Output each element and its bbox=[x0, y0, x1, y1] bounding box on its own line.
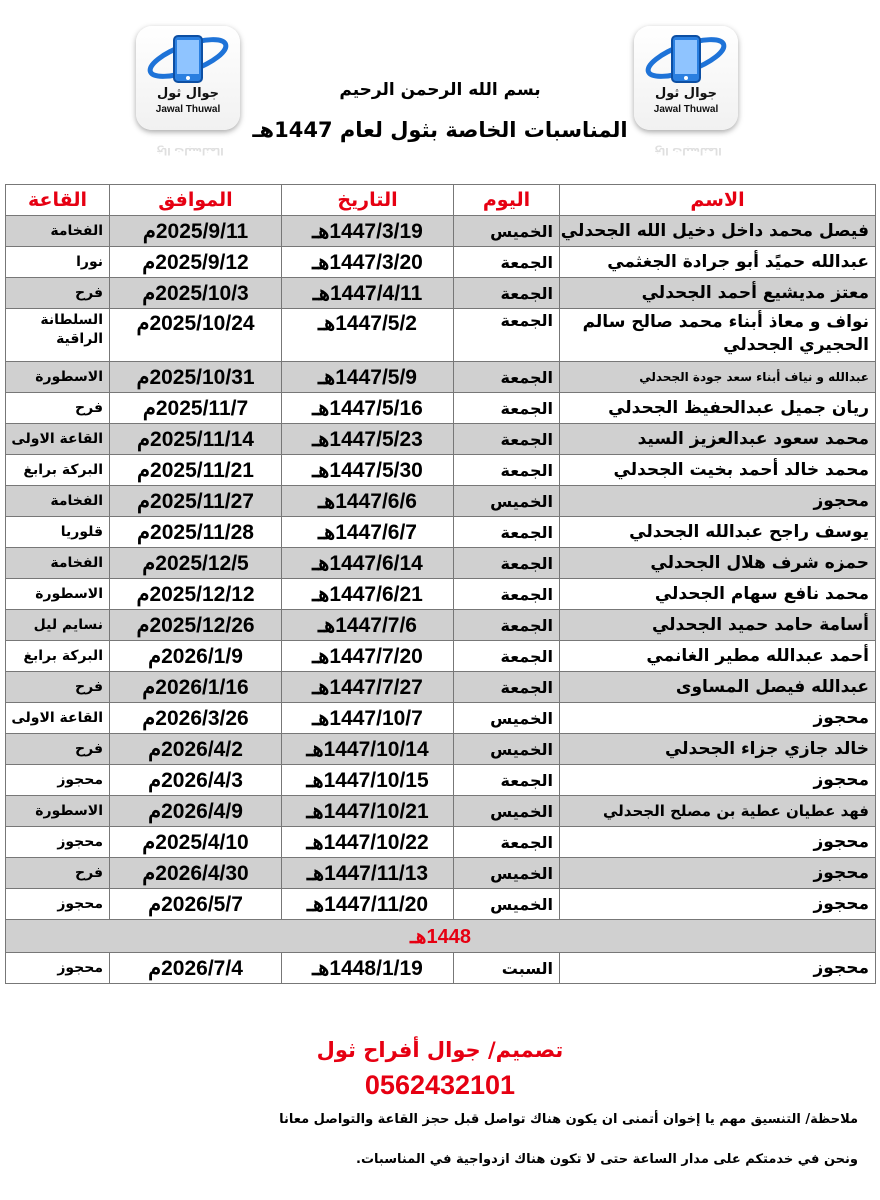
logo-arabic-text: جوال ثول bbox=[156, 86, 220, 101]
cell-gregorian: 2025/11/7م bbox=[110, 393, 282, 424]
cell-name: محجوز bbox=[560, 765, 876, 796]
cell-hijri: 1447/6/6هـ bbox=[282, 486, 454, 517]
cell-name: محمد نافع سهام الجحدلي bbox=[560, 579, 876, 610]
basmala: بسم الله الرحمن الرحيم bbox=[339, 80, 541, 100]
cell-gregorian: 2025/10/24م bbox=[110, 309, 282, 362]
cell-hijri: 1447/7/6هـ bbox=[282, 610, 454, 641]
cell-gregorian: 2025/12/12م bbox=[110, 579, 282, 610]
cell-gregorian: 2026/3/26م bbox=[110, 703, 282, 734]
cell-hijri: 1447/10/7هـ bbox=[282, 703, 454, 734]
cell-name: أحمد عبدالله مطير الغانمي bbox=[560, 641, 876, 672]
cell-gregorian: 2025/10/31م bbox=[110, 362, 282, 393]
cell-day: الجمعة bbox=[454, 424, 560, 455]
cell-gregorian: 2026/1/9م bbox=[110, 641, 282, 672]
cell-hall: فرح bbox=[6, 672, 110, 703]
table-row bbox=[6, 362, 876, 393]
table-row bbox=[6, 953, 876, 984]
table-row bbox=[6, 889, 876, 920]
cell-hijri: 1447/11/20هـ bbox=[282, 889, 454, 920]
cell-hijri: 1447/4/11هـ bbox=[282, 278, 454, 309]
phone-number: 0562432101 bbox=[364, 1070, 516, 1100]
cell-name: عبدالله و نياف أبناء سعد جودة الجحدلي bbox=[560, 362, 876, 393]
cell-hall: فرح bbox=[6, 858, 110, 889]
cell-day: الجمعة bbox=[454, 827, 560, 858]
cell-name: معتز مديشيع أحمد الجحدلي bbox=[560, 278, 876, 309]
table-row bbox=[6, 765, 876, 796]
cell-hall: السلطانة الراقية bbox=[6, 309, 110, 362]
cell-day: الجمعة bbox=[454, 672, 560, 703]
cell-hall: الاسطورة bbox=[6, 796, 110, 827]
cell-hijri: 1448/1/19هـ bbox=[282, 953, 454, 984]
cell-hall: نسايم ليل bbox=[6, 610, 110, 641]
cell-gregorian: 2026/4/3م bbox=[110, 765, 282, 796]
cell-day: الجمعة bbox=[454, 579, 560, 610]
cell-hijri: 1447/6/21هـ bbox=[282, 579, 454, 610]
cell-hijri: 1447/6/14هـ bbox=[282, 548, 454, 579]
cell-gregorian: 2025/12/26م bbox=[110, 610, 282, 641]
cell-day: الجمعة bbox=[454, 309, 560, 362]
cell-day: الجمعة bbox=[454, 362, 560, 393]
cell-name: عبدالله حميًد أبو جرادة الجغثمي bbox=[560, 247, 876, 278]
table-row bbox=[6, 796, 876, 827]
cell-name: حمزه شرف هلال الجحدلي bbox=[560, 548, 876, 579]
header-name: الاسم bbox=[560, 185, 876, 216]
cell-name: أسامة حامد حميد الجحدلي bbox=[560, 610, 876, 641]
cell-hall: محجوز bbox=[6, 827, 110, 858]
cell-gregorian: 2026/7/4م bbox=[110, 953, 282, 984]
header-hall: القاعة bbox=[6, 185, 110, 216]
cell-name: محجوز bbox=[560, 889, 876, 920]
cell-hall: الاسطورة bbox=[6, 579, 110, 610]
cell-hall: فرح bbox=[6, 393, 110, 424]
page-title: المناسبات الخاصة بثول لعام 1447هـ bbox=[252, 118, 628, 142]
cell-name: ريان جميل عبدالحفيظ الجحدلي bbox=[560, 393, 876, 424]
cell-hijri: 1447/5/2هـ bbox=[282, 309, 454, 362]
cell-hijri: 1447/5/9هـ bbox=[282, 362, 454, 393]
cell-gregorian: 2025/10/3م bbox=[110, 278, 282, 309]
cell-hijri: 1447/3/20هـ bbox=[282, 247, 454, 278]
cell-hall: البركة برابغ bbox=[6, 455, 110, 486]
cell-day: الخميس bbox=[454, 216, 560, 247]
page-header bbox=[200, 80, 680, 142]
cell-hall: الاسطورة bbox=[6, 362, 110, 393]
cell-hall: البركة برابغ bbox=[6, 641, 110, 672]
cell-hijri: 1447/5/30هـ bbox=[282, 455, 454, 486]
cell-hijri: 1447/7/20هـ bbox=[282, 641, 454, 672]
cell-name: محجوز bbox=[560, 953, 876, 984]
cell-name: محجوز bbox=[560, 858, 876, 889]
cell-day: الخميس bbox=[454, 703, 560, 734]
cell-hijri: 1447/5/23هـ bbox=[282, 424, 454, 455]
cell-hall: الفخامة bbox=[6, 486, 110, 517]
cell-day: الجمعة bbox=[454, 278, 560, 309]
cell-name: محجوز bbox=[560, 703, 876, 734]
cell-gregorian: 2025/9/12م bbox=[110, 247, 282, 278]
cell-day: الجمعة bbox=[454, 517, 560, 548]
year-divider: 1448هـ bbox=[6, 920, 876, 953]
cell-gregorian: 2026/5/7م bbox=[110, 889, 282, 920]
cell-gregorian: 2025/4/10م bbox=[110, 827, 282, 858]
header-day: اليوم bbox=[454, 185, 560, 216]
designer-credit: تصميم/ جوال أفراح ثول bbox=[316, 1038, 564, 1062]
cell-name: محجوز bbox=[560, 486, 876, 517]
table-row bbox=[6, 641, 876, 672]
table-header-row bbox=[6, 185, 876, 216]
table-row bbox=[6, 309, 876, 362]
cell-name: محمد سعود عبدالعزيز السيد bbox=[560, 424, 876, 455]
cell-gregorian: 2025/11/28م bbox=[110, 517, 282, 548]
cell-hijri: 1447/10/21هـ bbox=[282, 796, 454, 827]
cell-gregorian: 2025/12/5م bbox=[110, 548, 282, 579]
cell-day: الجمعة bbox=[454, 247, 560, 278]
cell-hijri: 1447/5/16هـ bbox=[282, 393, 454, 424]
cell-day: الخميس bbox=[454, 858, 560, 889]
cell-hijri: 1447/11/13هـ bbox=[282, 858, 454, 889]
table-row bbox=[6, 247, 876, 278]
cell-name: محمد خالد أحمد بخيت الجحدلي bbox=[560, 455, 876, 486]
cell-hall: الفخامة bbox=[6, 548, 110, 579]
cell-hijri: 1447/7/27هـ bbox=[282, 672, 454, 703]
cell-hall: محجوز bbox=[6, 765, 110, 796]
cell-gregorian: 2025/9/11م bbox=[110, 216, 282, 247]
cell-hijri: 1447/10/15هـ bbox=[282, 765, 454, 796]
phone-logo-icon bbox=[634, 26, 738, 88]
cell-gregorian: 2025/11/14م bbox=[110, 424, 282, 455]
table-row bbox=[6, 278, 876, 309]
table-row bbox=[6, 517, 876, 548]
cell-day: الجمعة bbox=[454, 393, 560, 424]
table-row bbox=[6, 672, 876, 703]
table-row bbox=[6, 455, 876, 486]
cell-hijri: 1447/3/19هـ bbox=[282, 216, 454, 247]
table-row bbox=[6, 610, 876, 641]
cell-gregorian: 2025/11/27م bbox=[110, 486, 282, 517]
logo-reflection: المناسبات الخ bbox=[654, 145, 722, 156]
cell-day: الجمعة bbox=[454, 610, 560, 641]
cell-hall: نورا bbox=[6, 247, 110, 278]
cell-name: محجوز bbox=[560, 827, 876, 858]
cell-name: فيصل محمد داخل دخيل الله الجحدلي bbox=[560, 216, 876, 247]
cell-name: خالد جازي جزاء الجحدلي bbox=[560, 734, 876, 765]
table-row bbox=[6, 424, 876, 455]
cell-hall: الفخامة bbox=[6, 216, 110, 247]
cell-hall: محجوز bbox=[6, 889, 110, 920]
cell-gregorian: 2026/4/9م bbox=[110, 796, 282, 827]
events-table bbox=[5, 184, 876, 984]
table-row bbox=[6, 827, 876, 858]
cell-hall: فرح bbox=[6, 734, 110, 765]
year-divider-row bbox=[6, 920, 876, 953]
cell-day: الجمعة bbox=[454, 641, 560, 672]
cell-hall: فرح bbox=[6, 278, 110, 309]
phone-logo-icon bbox=[136, 26, 240, 88]
cell-gregorian: 2026/1/16م bbox=[110, 672, 282, 703]
cell-hall: القاعة الاولى bbox=[6, 424, 110, 455]
cell-name: فهد عطيان عطية بن مصلح الجحدلي bbox=[560, 796, 876, 827]
cell-gregorian: 2026/4/30م bbox=[110, 858, 282, 889]
cell-day: الخميس bbox=[454, 796, 560, 827]
table-row bbox=[6, 393, 876, 424]
table-row bbox=[6, 579, 876, 610]
cell-hijri: 1447/10/14هـ bbox=[282, 734, 454, 765]
table-row bbox=[6, 734, 876, 765]
cell-gregorian: 2026/4/2م bbox=[110, 734, 282, 765]
cell-gregorian: 2025/11/21م bbox=[110, 455, 282, 486]
cell-hall: القاعة الاولى bbox=[6, 703, 110, 734]
cell-day: الجمعة bbox=[454, 765, 560, 796]
table-row bbox=[6, 216, 876, 247]
cell-name: نواف و معاذ أبناء محمد صالح سالم الحجيري الجحدلي bbox=[560, 309, 876, 362]
table-row bbox=[6, 486, 876, 517]
cell-name: عبدالله فيصل المساوى bbox=[560, 672, 876, 703]
logo-english-text: Jawal Thuwal bbox=[653, 104, 719, 115]
cell-hijri: 1447/10/22هـ bbox=[282, 827, 454, 858]
logo-reflection: المناسبات الخ bbox=[156, 145, 224, 156]
header-hijri-date: التاريخ bbox=[282, 185, 454, 216]
cell-day: السبت bbox=[454, 953, 560, 984]
cell-day: الخميس bbox=[454, 486, 560, 517]
cell-hall: محجوز bbox=[6, 953, 110, 984]
table-row bbox=[6, 548, 876, 579]
cell-hijri: 1447/6/7هـ bbox=[282, 517, 454, 548]
cell-day: الخميس bbox=[454, 734, 560, 765]
note-line-2: ونحن في خدمتكم على مدار الساعة حتى لا تكون هناك ازدواجية في المناسبات. bbox=[356, 1152, 858, 1167]
logo-english-text: Jawal Thuwal bbox=[155, 104, 221, 115]
cell-day: الجمعة bbox=[454, 455, 560, 486]
note-line-1: ملاحظة/ التنسيق مهم يا إخوان أتمنى ان يكون هناك تواصل قبل حجز القاعة والتواصل معانا bbox=[279, 1112, 858, 1127]
table-row bbox=[6, 703, 876, 734]
cell-day: الخميس bbox=[454, 889, 560, 920]
header-gregorian-date: الموافق bbox=[110, 185, 282, 216]
cell-name: يوسف راجح عبدالله الجحدلي bbox=[560, 517, 876, 548]
cell-hall: قلوريا bbox=[6, 517, 110, 548]
logo-arabic-text: جوال ثول bbox=[654, 86, 718, 101]
table-row bbox=[6, 858, 876, 889]
cell-day: الجمعة bbox=[454, 548, 560, 579]
